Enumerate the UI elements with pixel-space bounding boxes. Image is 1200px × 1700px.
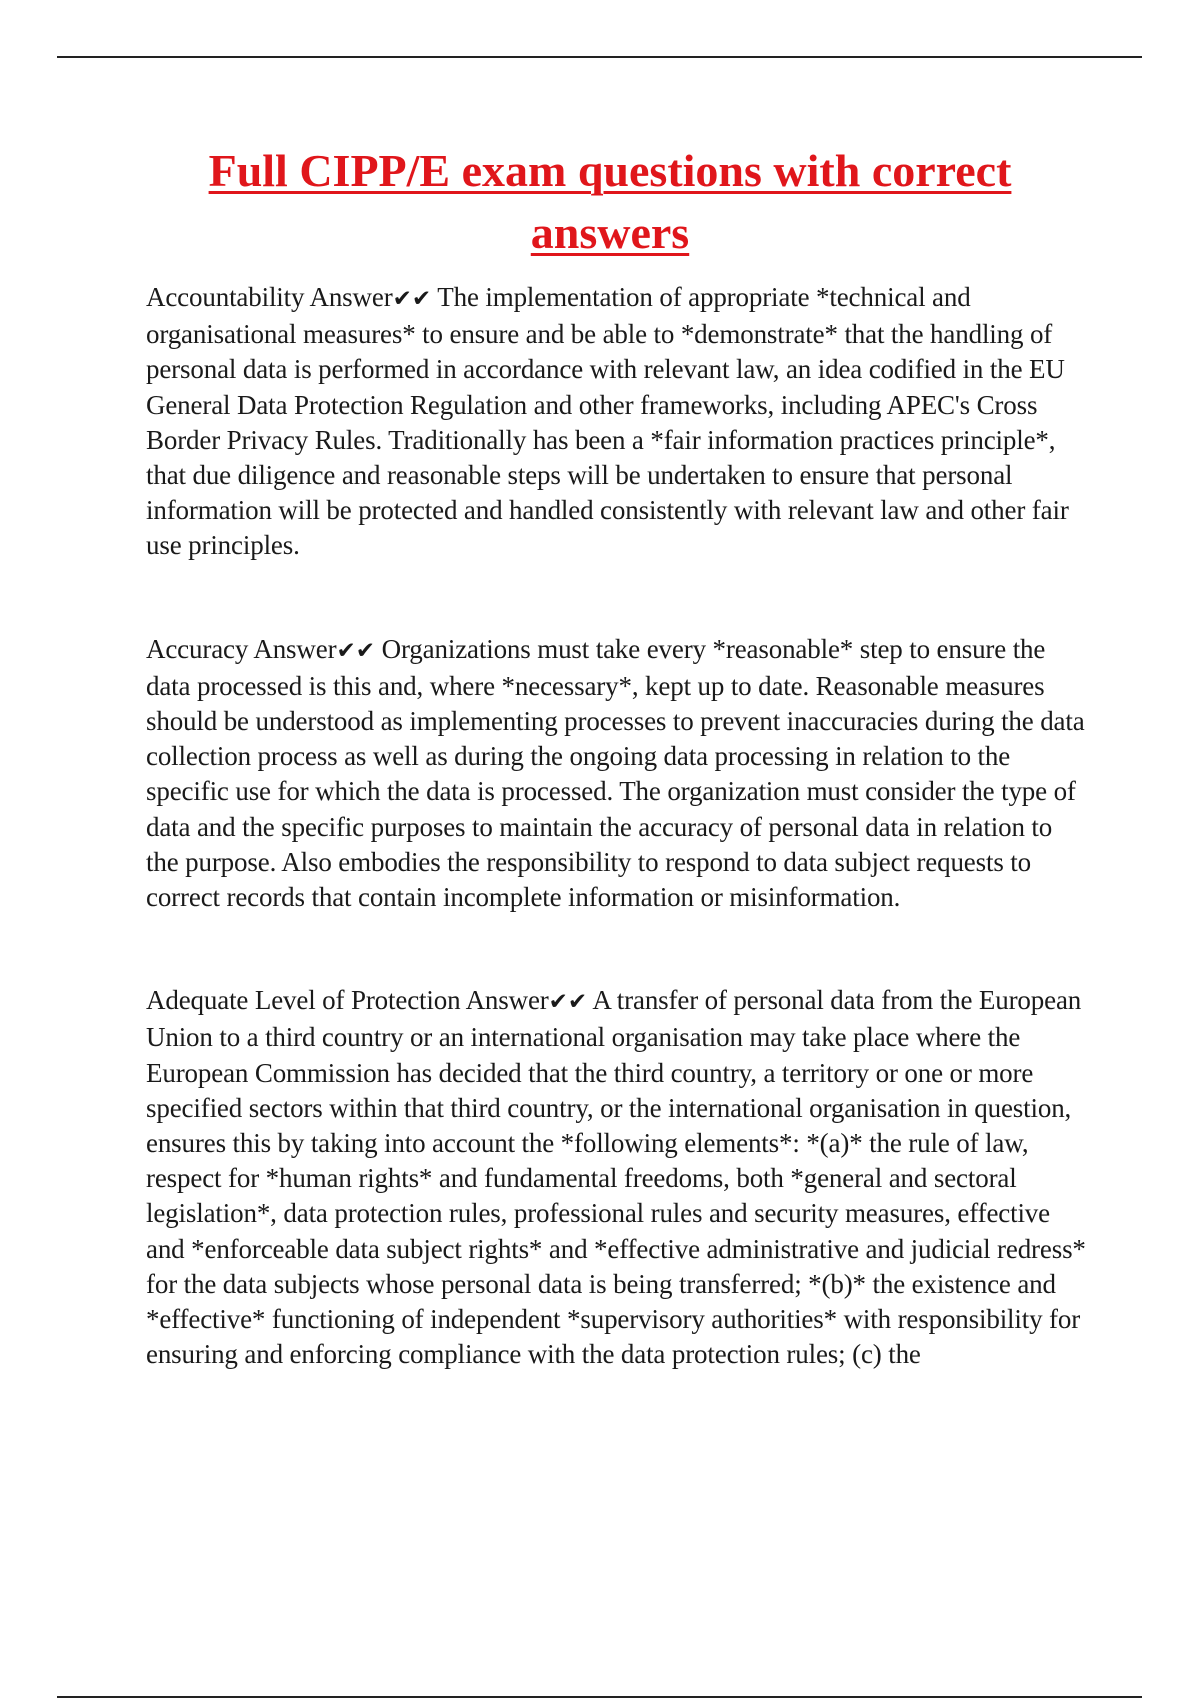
footer-rule: [57, 1696, 1142, 1698]
entry-definition: The implementation of appropriate *technical and organisational measures* to ensure and be able to *demonstrate* that the handling of personal data is performed in accordance with relevant law, an idea codified in the EU General Data Protection Regulation and other frameworks, including APEC's Cross Border Privacy Rules. Traditionally has been a *fair information practices principle*, that due diligence and reasonable steps will be undertaken to ensure that personal information will be protected and handled consistently with relevant law and other fair use principles.: [146, 282, 1069, 561]
entry-accountability: [146, 280, 1086, 564]
entry-definition: Organizations must take every *reasonable* step to ensure the data processed is this and, where *necessary*, kept up to date. Reasonable measures should be understood as implementing processes to prevent inaccuracies during the data collection process as well as during the ongoing data processing in relation to the specific use for which the data is processed. The organization must consider the type of data and the specific purposes to maintain the accuracy of personal data in relation to the purpose. Also embodies the responsibility to respond to data subject requests to correct records that contain incomplete information or misinformation.: [146, 633, 1085, 913]
header-rule: [57, 56, 1142, 58]
answer-label: Answer: [309, 282, 393, 312]
answer-label: Answer: [465, 985, 549, 1016]
entry-accuracy: [146, 632, 1086, 916]
entry-adequate-level-of-protection: [146, 983, 1086, 1441]
answer-label: Answer: [253, 633, 337, 664]
checkmark-icon: ✔✔: [392, 286, 432, 312]
checkmark-icon: ✔✔: [336, 637, 375, 664]
document-body: [146, 280, 1086, 1441]
document-title: Full CIPP/E exam questions with correct answers: [208, 145, 1012, 258]
entry-term: Accountability: [146, 282, 305, 312]
entry-term: Adequate Level of Protection: [146, 985, 461, 1016]
entry-definition: A transfer of personal data from the European Union to a third country or an international organisation may take place where the European Commission has decided that the third country, a territory or one or more specified sectors within that third country, or the international organisation in question, ensures this by taking into account the *following elements*: *(a)* the rule of law, respect for *human rights* and fundamental freedoms, both *general and sectoral legislation*, data protection rules, professional rules and security measures, effective and *enforceable data subject rights* and *effective administrative and judicial redress* for the data subjects whose personal data is being transferred; *(b)* the existence and *effective* functioning of independent *supervisory authorities* with responsibility for ensuring and enforcing compliance with the data protection rules; (c) the: [146, 985, 1086, 1370]
checkmark-icon: ✔✔: [548, 989, 588, 1016]
entry-term: Accuracy: [146, 633, 249, 664]
